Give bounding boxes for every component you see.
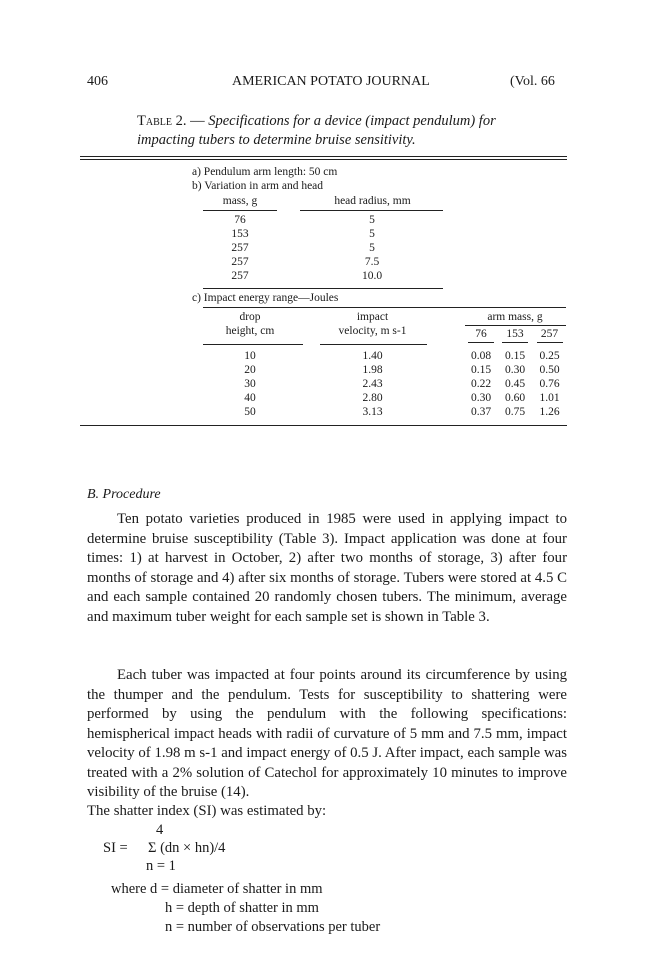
table-top-rule — [80, 156, 567, 157]
item-b: b) Variation in arm and head — [192, 180, 324, 192]
b-cell: 10.0 — [361, 270, 383, 282]
c-cell: 1.01 — [539, 392, 560, 404]
c-arm-mass: 257 — [540, 328, 559, 340]
b-header-radius: head radius, mm — [334, 195, 411, 207]
c-cell: 1.98 — [362, 364, 383, 376]
b-cell: 5 — [369, 242, 375, 254]
c-cell: 10 — [244, 350, 256, 362]
c-cell: 1.40 — [362, 350, 383, 362]
table-top-rule-2 — [80, 159, 567, 160]
section-heading: B. Procedure — [87, 487, 161, 502]
definition-n: n = number of observations per tuber — [165, 919, 381, 935]
c-cell: 0.15 — [504, 350, 526, 362]
c-top-rule — [203, 307, 566, 308]
definition-d: where d = diameter of shatter in mm — [111, 881, 323, 897]
c-arm-mass: 153 — [506, 328, 524, 340]
b-cell: 76 — [234, 214, 246, 226]
item-c: c) Impact energy range—Joules — [192, 292, 339, 304]
formula-intro: The shatter index (SI) was estimated by: — [87, 803, 327, 819]
c-cell: 0.75 — [504, 406, 526, 418]
c-header-drop-2: height, cm — [225, 325, 275, 337]
c-header-impact-1: impact — [356, 311, 389, 323]
c-cell: 50 — [244, 406, 256, 418]
b-rule-radius — [300, 210, 443, 211]
c-cell: 0.76 — [539, 378, 560, 390]
c-arm-rule — [465, 325, 566, 326]
table-label: Table 2. — — [137, 113, 205, 129]
item-a: a) Pendulum arm length: 50 cm — [192, 166, 338, 178]
c-rule-drop — [203, 344, 303, 345]
formula-lhs: SI = — [103, 840, 128, 856]
c-cell: 0.22 — [470, 378, 492, 390]
c-sub-rule — [468, 342, 494, 343]
c-cell: 0.37 — [470, 406, 492, 418]
b-cell: 7.5 — [364, 256, 380, 268]
b-cell: 257 — [231, 270, 249, 282]
b-cell: 257 — [231, 256, 249, 268]
paragraph-2: Each tuber was impacted at four points around its circumference by using the thumper and the pendulum. Tests for susceptibility to shattering were performed by using the pendulum with the following specifications: hemispherical impact heads with radii of curvature of 5 mm and 7.5 mm, impact velocity of 1.98 m s-1 and impact energy of 0.5 J. After impact, each sample was treated with a 2% solution of Catechol for approximately 10 minutes to improve visibility of the bruise (14). — [87, 667, 567, 800]
c-header-impact-2: velocity, m s-1 — [338, 325, 407, 337]
c-sub-rule — [537, 342, 563, 343]
c-arm-mass: 76 — [475, 328, 487, 340]
sum-upper-limit: 4 — [156, 822, 164, 838]
b-cell: 5 — [369, 214, 375, 226]
definition-h: h = depth of shatter in mm — [165, 900, 319, 916]
c-cell: 1.26 — [539, 406, 560, 418]
b-cell: 5 — [369, 228, 375, 240]
c-rule-impact — [320, 344, 427, 345]
volume-label: (Vol. 66 — [510, 74, 555, 89]
formula-sum: Σ (dn × hn)/4 — [148, 840, 226, 856]
table-title: Specifications for a device (impact pendulum) for impacting tubers to determine bruise sensitivity. — [137, 113, 496, 148]
c-cell: 30 — [244, 378, 256, 390]
sum-lower-limit: n = 1 — [146, 858, 176, 874]
paragraph-1: Ten potato varieties produced in 1985 were used in applying impact to determine bruise susceptibility (Table 3). Impact application was done at four times: 1) at harvest in October, 2) after two months of storage, 3) after four months of storage and 4) after six months of storage. Tubers were stored at 4.5 C and each sample contained 20 randomly chosen tubers. The minimum, average and maximum tuber weight for each sample set is shown in Table 3. — [87, 511, 567, 625]
c-cell: 20 — [244, 364, 256, 376]
c-header-drop-1: drop — [239, 311, 261, 323]
c-cell: 2.80 — [362, 392, 383, 404]
c-cell: 0.15 — [470, 364, 492, 376]
c-cell: 0.25 — [539, 350, 560, 362]
b-bottom-rule — [203, 288, 443, 289]
b-cell: 153 — [231, 228, 249, 240]
c-cell: 40 — [244, 392, 256, 404]
c-sub-rule — [502, 342, 528, 343]
b-rule-mass — [203, 210, 277, 211]
table-caption — [137, 112, 557, 150]
c-cell: 0.50 — [539, 364, 560, 376]
b-header-mass: mass, g — [222, 195, 258, 207]
c-cell: 3.13 — [362, 406, 383, 418]
c-header-arm: arm mass, g — [487, 311, 543, 323]
b-cell: 257 — [231, 242, 249, 254]
c-cell: 2.43 — [362, 378, 383, 390]
table-bottom-rule — [80, 425, 567, 426]
c-cell: 0.60 — [504, 392, 526, 404]
c-cell: 0.30 — [504, 364, 526, 376]
c-cell: 0.08 — [470, 350, 492, 362]
c-cell: 0.30 — [470, 392, 492, 404]
journal-title: AMERICAN POTATO JOURNAL — [232, 74, 430, 89]
c-cell: 0.45 — [504, 378, 526, 390]
page-number: 406 — [87, 74, 108, 89]
